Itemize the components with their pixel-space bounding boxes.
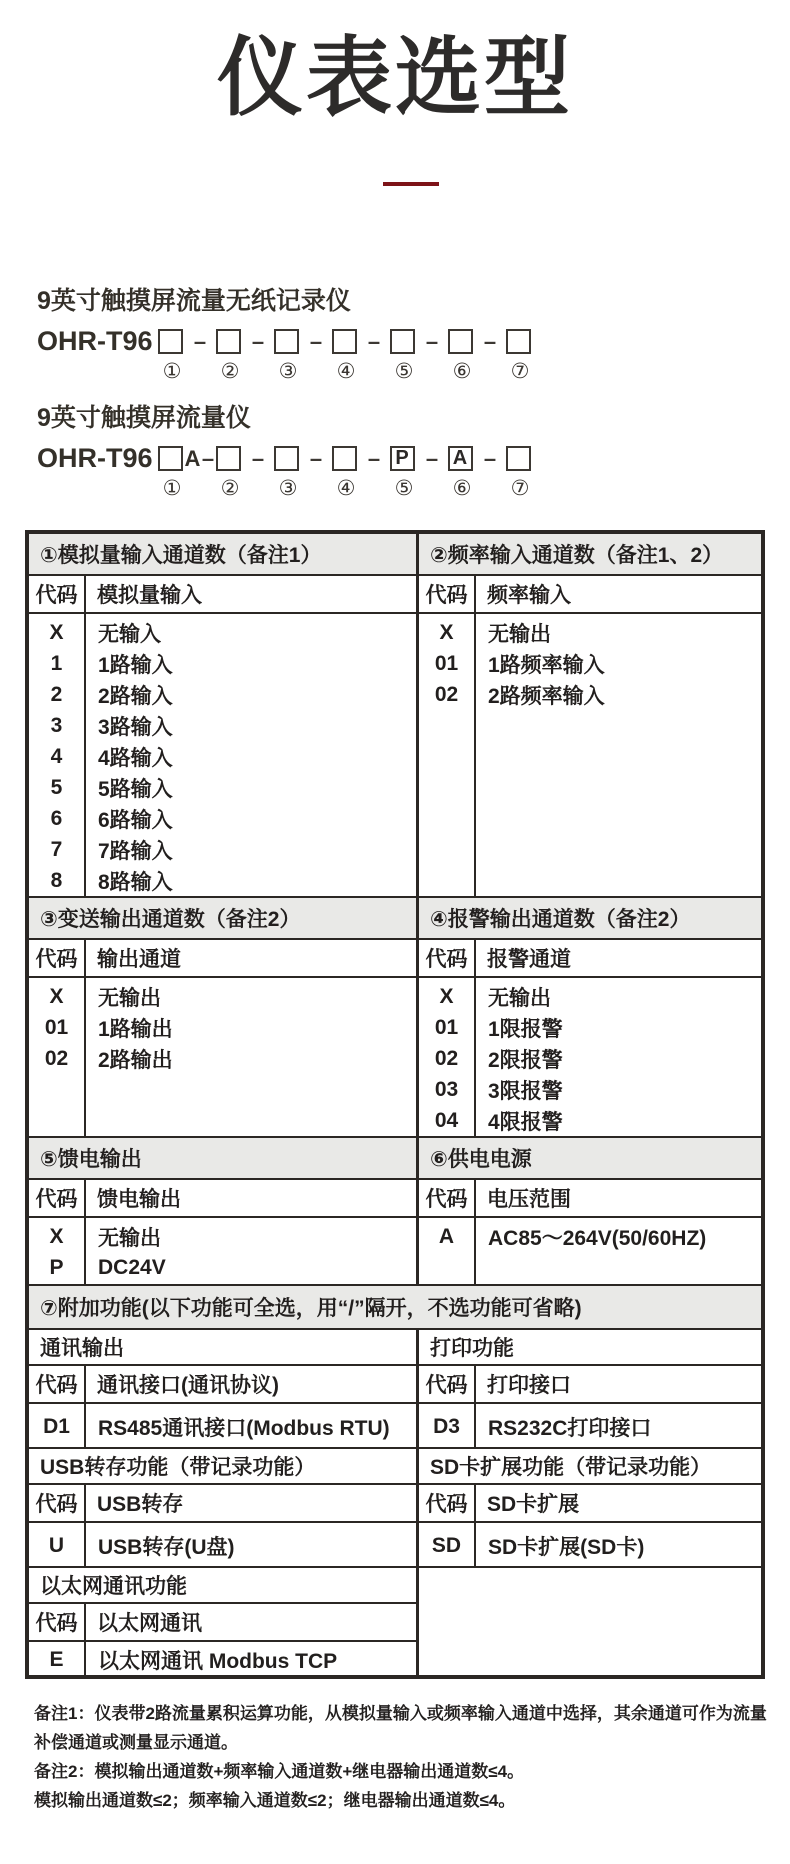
label-cell: 6路输入 bbox=[98, 808, 173, 832]
circled-number-icon: ③ bbox=[278, 477, 298, 501]
page bbox=[0, 30, 790, 1864]
section-title-additional-functions: ⑦附加功能(以下功能可全选，用“/”隔开，不选功能可省略) bbox=[29, 1286, 761, 1328]
data-area bbox=[29, 614, 416, 896]
section-5-left bbox=[29, 1330, 419, 1447]
code-cell: 02 bbox=[434, 682, 459, 706]
label-column bbox=[476, 1218, 761, 1284]
column-headers bbox=[29, 1180, 416, 1218]
code-header: 代码 bbox=[29, 940, 86, 976]
section-title-sd-expansion: SD卡扩展功能（带记录功能） bbox=[419, 1449, 761, 1485]
section-3-left bbox=[29, 1138, 419, 1284]
code-cell: 3 bbox=[50, 713, 63, 737]
model-box bbox=[274, 329, 299, 354]
code-cell: U bbox=[48, 1534, 65, 1558]
data-area bbox=[29, 1218, 416, 1284]
code-header: 代码 bbox=[29, 576, 86, 612]
model-slot bbox=[158, 329, 216, 354]
label-cell: 2限报警 bbox=[488, 1048, 563, 1072]
section-title-transmit-output: ③变送输出通道数（备注2） bbox=[29, 898, 416, 940]
label-cell: 以太网通讯 Modbus TCP bbox=[98, 1650, 338, 1674]
model-box bbox=[216, 329, 241, 354]
code-header: 代码 bbox=[29, 1366, 86, 1402]
column-header: 以太网通讯 bbox=[97, 1612, 202, 1636]
label-cell: RS485通讯接口(Modbus RTU) bbox=[98, 1417, 390, 1441]
model-code-line-flowmeter bbox=[37, 444, 790, 473]
circled-number-icon: ⑦ bbox=[510, 477, 530, 501]
code-cell: 04 bbox=[434, 1108, 459, 1132]
label-cell: 2路频率输入 bbox=[488, 684, 605, 708]
section-3-right bbox=[419, 1138, 761, 1284]
circled-number-icon: ④ bbox=[336, 360, 356, 384]
dash-separator: – bbox=[425, 329, 439, 355]
dash-separator: – bbox=[483, 329, 497, 355]
circle-cell bbox=[274, 476, 332, 502]
section-title-feed-output: ⑤馈电输出 bbox=[29, 1138, 416, 1180]
code-cell: 5 bbox=[50, 775, 63, 799]
model-box bbox=[448, 329, 473, 354]
code-cell: 02 bbox=[44, 1046, 69, 1070]
code-cell: 02 bbox=[434, 1046, 459, 1070]
data-area bbox=[419, 978, 761, 1136]
label-cell: 无输入 bbox=[98, 622, 161, 646]
label-cell: 4路输入 bbox=[98, 746, 173, 770]
circle-cell bbox=[158, 476, 216, 502]
model-box: A bbox=[448, 446, 473, 471]
label-column bbox=[476, 978, 761, 1136]
circled-number-icon: ④ bbox=[336, 477, 356, 501]
label-cell: 5路输入 bbox=[98, 777, 173, 801]
data-area bbox=[419, 1523, 761, 1566]
model-slot bbox=[506, 329, 564, 354]
label-cell: 无输出 bbox=[488, 622, 551, 646]
dash-separator: – bbox=[309, 446, 323, 472]
label-cell: 3限报警 bbox=[488, 1079, 563, 1103]
section-title-ethernet: 以太网通讯功能 bbox=[29, 1568, 416, 1604]
dash-separator: – bbox=[251, 446, 265, 472]
label-cell: 无输出 bbox=[98, 986, 161, 1010]
code-cell: E bbox=[49, 1648, 64, 1672]
section-1-right bbox=[419, 534, 761, 896]
dash-separator: – bbox=[425, 446, 439, 472]
column-header: USB转存 bbox=[97, 1493, 184, 1517]
section-6-left bbox=[29, 1449, 419, 1566]
label-column bbox=[86, 614, 416, 896]
circle-cell bbox=[506, 359, 564, 385]
table-section-7 bbox=[29, 1568, 761, 1675]
model-slot bbox=[216, 446, 274, 472]
model-circle-line-recorder bbox=[37, 359, 790, 385]
data-area bbox=[29, 978, 416, 1136]
label-cell: 3路输入 bbox=[98, 715, 173, 739]
model-box bbox=[332, 329, 357, 354]
code-cell: 8 bbox=[50, 868, 63, 892]
section-1-left bbox=[29, 534, 419, 896]
code-cell: 6 bbox=[50, 806, 63, 830]
section-7-right-empty-cell bbox=[419, 1568, 761, 1675]
column-header: 频率输入 bbox=[487, 584, 571, 608]
section-5-right bbox=[419, 1330, 761, 1447]
section-2-right bbox=[419, 898, 761, 1136]
code-header: 代码 bbox=[419, 1366, 476, 1402]
label-cell: 1路输出 bbox=[98, 1017, 173, 1041]
model-box bbox=[216, 446, 241, 471]
circled-number-icon: ⑦ bbox=[510, 360, 530, 384]
code-column bbox=[29, 1642, 86, 1675]
table-section-2 bbox=[29, 898, 761, 1138]
column-header: 通讯接口(通讯协议) bbox=[97, 1374, 279, 1398]
model-slot bbox=[332, 329, 390, 354]
code-cell: X bbox=[439, 620, 454, 644]
section-title-usb-transfer: USB转存功能（带记录功能） bbox=[29, 1449, 416, 1485]
model-slot bbox=[448, 446, 506, 472]
code-column bbox=[29, 614, 86, 896]
label-column bbox=[86, 978, 416, 1136]
code-cell: 4 bbox=[50, 744, 63, 768]
note-line: 备注1：仪表带2路流量累积运算功能，从模拟量输入或频率输入通道中选择，其余通道可作为流量 bbox=[34, 1704, 767, 1724]
circled-number-icon: ② bbox=[220, 360, 240, 384]
model-slot bbox=[274, 446, 332, 472]
column-header: 打印接口 bbox=[487, 1374, 571, 1398]
model-slots bbox=[158, 329, 564, 354]
model-circle-line-flowmeter bbox=[37, 476, 790, 502]
circle-slots bbox=[158, 476, 564, 502]
code-column bbox=[29, 1218, 86, 1284]
data-area bbox=[29, 1523, 416, 1566]
code-column bbox=[29, 1404, 86, 1447]
model-box bbox=[506, 329, 531, 354]
table-section-4 bbox=[29, 1286, 761, 1330]
code-column bbox=[29, 1523, 86, 1566]
column-header: 模拟量输入 bbox=[97, 584, 202, 608]
column-header: 输出通道 bbox=[97, 948, 181, 972]
code-cell: X bbox=[49, 620, 64, 644]
column-headers bbox=[419, 940, 761, 978]
model-slot bbox=[390, 329, 448, 354]
label-cell: 1限报警 bbox=[488, 1017, 563, 1041]
model-prefix: OHR-T96 bbox=[37, 326, 153, 357]
circled-number-icon: ⑥ bbox=[452, 360, 472, 384]
code-cell: X bbox=[439, 984, 454, 1008]
label-column bbox=[476, 1523, 761, 1566]
table-section-6 bbox=[29, 1449, 761, 1568]
model-slots bbox=[158, 446, 564, 472]
circle-cell bbox=[274, 359, 332, 385]
model-box bbox=[390, 329, 415, 354]
circle-cell bbox=[332, 476, 390, 502]
code-column bbox=[419, 1404, 476, 1447]
section-7-left bbox=[29, 1568, 419, 1675]
column-header: 馈电输出 bbox=[97, 1188, 181, 1212]
section-title-frequency-input: ②频率输入通道数（备注1、2） bbox=[419, 534, 761, 576]
label-column bbox=[86, 1218, 416, 1284]
model-box bbox=[158, 446, 183, 471]
code-column bbox=[419, 1218, 476, 1284]
circle-cell bbox=[390, 359, 448, 385]
column-headers bbox=[29, 576, 416, 614]
label-cell: 7路输入 bbox=[98, 839, 173, 863]
product-name-recorder: 9英寸触摸屏流量无纸记录仪 bbox=[37, 287, 351, 316]
circle-cell bbox=[448, 359, 506, 385]
code-cell: 01 bbox=[44, 1015, 69, 1039]
code-header: 代码 bbox=[29, 1180, 86, 1216]
code-column bbox=[419, 1523, 476, 1566]
selection-table bbox=[25, 530, 765, 1679]
label-cell: 8路输入 bbox=[98, 870, 173, 894]
data-area bbox=[419, 1404, 761, 1447]
code-cell: X bbox=[49, 1224, 64, 1248]
label-column bbox=[86, 1523, 416, 1566]
model-slot bbox=[448, 329, 506, 354]
section-title-comm-output: 通讯输出 bbox=[29, 1330, 416, 1366]
label-cell: 1路输入 bbox=[98, 653, 173, 677]
code-header: 代码 bbox=[29, 1485, 86, 1521]
circle-cell bbox=[216, 476, 274, 502]
circle-cell bbox=[158, 359, 216, 385]
circle-slots bbox=[158, 359, 564, 385]
code-cell: 03 bbox=[434, 1077, 459, 1101]
model-box-suffix: A bbox=[184, 445, 201, 471]
circle-cell bbox=[506, 476, 564, 502]
section-title-analog-input: ①模拟量输入通道数（备注1） bbox=[29, 534, 416, 576]
dash-separator: – bbox=[251, 329, 265, 355]
model-slot bbox=[216, 329, 274, 354]
circled-number-icon: ② bbox=[220, 477, 240, 501]
model-slot bbox=[332, 446, 390, 472]
dash-separator: – bbox=[309, 329, 323, 355]
table-section-3 bbox=[29, 1138, 761, 1286]
circled-number-icon: ⑤ bbox=[394, 360, 414, 384]
circled-number-icon: ⑥ bbox=[452, 477, 472, 501]
code-cell: 7 bbox=[50, 837, 63, 861]
column-headers bbox=[29, 1366, 416, 1404]
label-cell: 1路频率输入 bbox=[488, 653, 605, 677]
model-prefix: OHR-T96 bbox=[37, 443, 153, 474]
dash-separator: – bbox=[201, 446, 215, 472]
code-cell: P bbox=[49, 1255, 64, 1279]
page-title: 仪表选型 bbox=[217, 30, 573, 126]
column-headers bbox=[419, 1485, 761, 1523]
label-cell: 无输出 bbox=[488, 986, 551, 1010]
circled-number-icon: ① bbox=[162, 360, 182, 384]
dash-separator: – bbox=[193, 329, 207, 355]
note-line: 补偿通道或测量显示通道。 bbox=[34, 1733, 238, 1753]
model-box bbox=[158, 329, 183, 354]
section-2-left bbox=[29, 898, 419, 1136]
code-column bbox=[419, 614, 476, 896]
code-cell: SD bbox=[431, 1534, 462, 1558]
section-6-right bbox=[419, 1449, 761, 1566]
model-box bbox=[332, 446, 357, 471]
dash-separator: – bbox=[483, 446, 497, 472]
model-slot bbox=[390, 446, 448, 472]
circle-cell bbox=[390, 476, 448, 502]
label-cell: AC85～264V(50/60HZ) bbox=[488, 1226, 707, 1250]
product-name-flowmeter: 9英寸触摸屏流量仪 bbox=[37, 404, 251, 433]
code-cell: X bbox=[49, 984, 64, 1008]
note-line: 模拟输出通道数≤2；频率输入通道数≤2；继电器输出通道数≤4。 bbox=[34, 1791, 516, 1811]
model-slot bbox=[506, 446, 564, 472]
label-column bbox=[476, 1404, 761, 1447]
model-box bbox=[506, 446, 531, 471]
section-title-power-supply: ⑥供电电源 bbox=[419, 1138, 761, 1180]
label-cell: DC24V bbox=[98, 1255, 166, 1279]
code-header: 代码 bbox=[419, 1485, 476, 1521]
data-area bbox=[29, 1404, 416, 1447]
column-headers bbox=[419, 1180, 761, 1218]
model-code-line-recorder bbox=[37, 327, 790, 356]
column-header: 电压范围 bbox=[487, 1188, 571, 1212]
table-section-5 bbox=[29, 1330, 761, 1449]
column-headers bbox=[29, 1485, 416, 1523]
label-column bbox=[86, 1642, 416, 1675]
table-section-1 bbox=[29, 534, 761, 898]
label-cell: 2路输入 bbox=[98, 684, 173, 708]
code-header: 代码 bbox=[419, 576, 476, 612]
code-cell: 01 bbox=[434, 651, 459, 675]
column-headers bbox=[419, 1366, 761, 1404]
model-box: P bbox=[390, 446, 415, 471]
column-headers bbox=[419, 576, 761, 614]
code-header: 代码 bbox=[419, 940, 476, 976]
label-cell: SD卡扩展(SD卡) bbox=[488, 1536, 645, 1560]
footnotes bbox=[34, 1699, 767, 1815]
code-header: 代码 bbox=[419, 1180, 476, 1216]
column-headers bbox=[29, 1604, 416, 1642]
dash-separator: – bbox=[367, 446, 381, 472]
section-title-print-function: 打印功能 bbox=[419, 1330, 761, 1366]
circle-cell bbox=[448, 476, 506, 502]
column-header: SD卡扩展 bbox=[487, 1493, 580, 1517]
circle-cell bbox=[216, 359, 274, 385]
circled-number-icon: ③ bbox=[278, 360, 298, 384]
label-cell: USB转存(U盘) bbox=[98, 1536, 235, 1560]
column-header: 报警通道 bbox=[487, 948, 571, 972]
column-headers bbox=[29, 940, 416, 978]
label-column bbox=[86, 1404, 416, 1447]
code-cell: 1 bbox=[50, 651, 63, 675]
circled-number-icon: ⑤ bbox=[394, 477, 414, 501]
note-line: 备注2：模拟输出通道数+频率输入通道数+继电器输出通道数≤4。 bbox=[34, 1762, 525, 1782]
code-cell: 01 bbox=[434, 1015, 459, 1039]
label-cell: 2路输出 bbox=[98, 1048, 173, 1072]
code-cell: D3 bbox=[433, 1415, 460, 1439]
data-area bbox=[419, 1218, 761, 1284]
accent-dash bbox=[383, 182, 439, 186]
code-cell: 2 bbox=[50, 682, 63, 706]
label-cell: RS232C打印接口 bbox=[488, 1417, 652, 1441]
circled-number-icon: ① bbox=[162, 477, 182, 501]
data-area bbox=[419, 614, 761, 896]
label-cell: 无输出 bbox=[98, 1226, 161, 1250]
model-slot bbox=[158, 446, 216, 472]
circle-cell bbox=[332, 359, 390, 385]
section-title-alarm-output: ④报警输出通道数（备注2） bbox=[419, 898, 761, 940]
model-slot bbox=[274, 329, 332, 354]
data-area bbox=[29, 1642, 416, 1675]
label-cell: 4限报警 bbox=[488, 1110, 563, 1134]
code-column bbox=[419, 978, 476, 1136]
dash-separator: – bbox=[367, 329, 381, 355]
code-header: 代码 bbox=[29, 1604, 86, 1640]
code-cell: D1 bbox=[43, 1415, 70, 1439]
model-box bbox=[274, 446, 299, 471]
label-column bbox=[476, 614, 761, 896]
code-column bbox=[29, 978, 86, 1136]
code-cell: A bbox=[438, 1224, 455, 1248]
